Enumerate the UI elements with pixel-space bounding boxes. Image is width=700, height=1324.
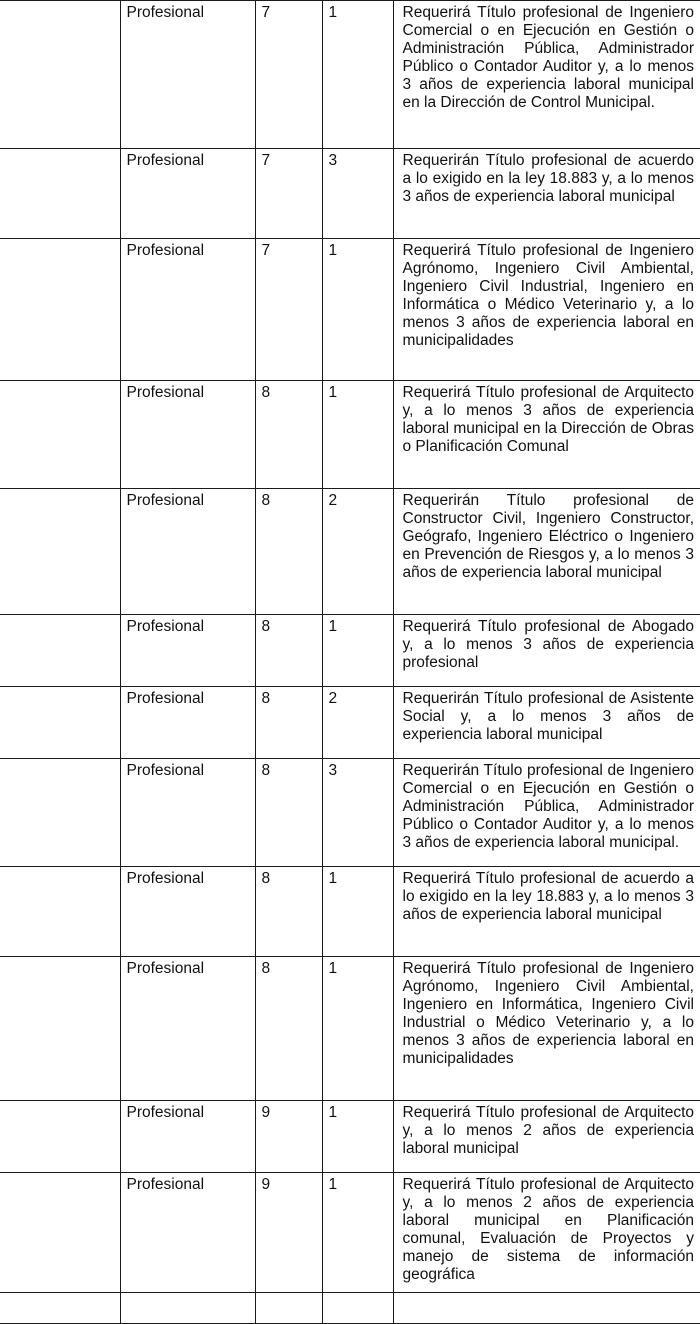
empty-cell (120, 1293, 255, 1324)
table-row (0, 759, 700, 867)
empty-cell (0, 381, 120, 489)
cantidad-cell: 3 (322, 759, 393, 867)
empty-cell (0, 957, 120, 1101)
requisito-cell: Requerirán Título profesional de Constructor Civil, Ingeniero Constructor, Geógrafo, Ingeniero Eléctrico o Ingeniero en Prevención de Riesgos y, a lo menos 3 años de experiencia laboral municipal (393, 489, 700, 615)
cantidad-cell: 3 (322, 149, 393, 239)
cantidad-cell: 1 (322, 1173, 393, 1293)
empty-cell (0, 1293, 120, 1324)
requisito-cell: Requerirá Título profesional de acuerdo a lo exigido en la ley 18.883 y, a lo menos 3 años de experiencia laboral municipal (393, 867, 700, 957)
table-row (0, 957, 700, 1101)
table-row (0, 687, 700, 759)
empty-cell (0, 687, 120, 759)
empty-cell (0, 615, 120, 687)
cantidad-cell: 1 (322, 957, 393, 1101)
empty-cell (0, 867, 120, 957)
requisito-cell: Requerirá Título profesional de Arquitecto y, a lo menos 2 años de experiencia laboral municipal (393, 1101, 700, 1173)
requisito-cell: Requerirá Título profesional de Arquitecto y, a lo menos 2 años de experiencia laboral municipal en Planificación comunal, Evaluación de Proyectos y manejo de sistema de información geográfica (393, 1173, 700, 1293)
cargo-cell: Profesional (120, 615, 255, 687)
cargo-cell: Profesional (120, 149, 255, 239)
cantidad-cell: 1 (322, 867, 393, 957)
table-row (0, 149, 700, 239)
cargo-cell: Profesional (120, 381, 255, 489)
cargo-cell: Profesional (120, 687, 255, 759)
cargo-cell: Profesional (120, 867, 255, 957)
table-row (0, 239, 700, 381)
grado-cell: 8 (255, 381, 322, 489)
table-row (0, 615, 700, 687)
empty-cell (0, 1, 120, 149)
table-row (0, 1, 700, 149)
grado-cell: 8 (255, 759, 322, 867)
table-row (0, 1173, 700, 1293)
grado-cell: 7 (255, 1, 322, 149)
empty-cell (0, 149, 120, 239)
grado-cell: 8 (255, 867, 322, 957)
table-row-continuation (0, 1293, 700, 1324)
grado-cell: 7 (255, 149, 322, 239)
grado-cell: 8 (255, 687, 322, 759)
empty-cell (0, 489, 120, 615)
requisito-cell: Requerirán Título profesional de Ingeniero Comercial o en Ejecución en Gestión o Administración Pública, Administrador Público o Contador Auditor y, a lo menos 3 años de experiencia laboral municipal. (393, 759, 700, 867)
cantidad-cell: 1 (322, 1101, 393, 1173)
table-body (0, 1, 700, 1324)
table-row (0, 381, 700, 489)
empty-cell (0, 1101, 120, 1173)
grado-cell: 7 (255, 239, 322, 381)
cargo-cell: Profesional (120, 239, 255, 381)
grado-cell: 8 (255, 489, 322, 615)
cantidad-cell: 1 (322, 381, 393, 489)
requisito-cell: Requerirá Título profesional de Ingeniero Agrónomo, Ingeniero Civil Ambiental, Ingeniero en Informática, Ingeniero Civil Industrial o Médico Veterinario y, a lo menos 3 años de experiencia laboral en municipalidades (393, 957, 700, 1101)
requisito-cell: Requerirán Título profesional de acuerdo a lo exigido en la ley 18.883 y, a lo menos 3 años de experiencia laboral municipal (393, 149, 700, 239)
requisito-cell: Requerirá Título profesional de Ingeniero Agrónomo, Ingeniero Civil Ambiental, Ingeniero Civil Industrial, Ingeniero en Informática o Médico Veterinario y, a lo menos 3 años de experiencia laboral en municipalidades (393, 239, 700, 381)
table-row (0, 1101, 700, 1173)
requisito-cell: Requerirá Título profesional de Abogado y, a lo menos 3 años de experiencia profesional (393, 615, 700, 687)
cantidad-cell: 2 (322, 687, 393, 759)
cantidad-cell: 1 (322, 239, 393, 381)
empty-cell (393, 1293, 700, 1324)
cargo-cell: Profesional (120, 1173, 255, 1293)
empty-cell (0, 759, 120, 867)
empty-cell (255, 1293, 322, 1324)
cargo-cell: Profesional (120, 1101, 255, 1173)
cargo-cell: Profesional (120, 489, 255, 615)
empty-cell (322, 1293, 393, 1324)
requisito-cell: Requerirá Título profesional de Arquitecto y, a lo menos 3 años de experiencia laboral municipal en la Dirección de Obras o Planificación Comunal (393, 381, 700, 489)
table-row (0, 489, 700, 615)
empty-cell (0, 1173, 120, 1293)
table-row (0, 867, 700, 957)
cantidad-cell: 2 (322, 489, 393, 615)
grado-cell: 8 (255, 957, 322, 1101)
grado-cell: 9 (255, 1101, 322, 1173)
empty-cell (0, 239, 120, 381)
cargo-cell: Profesional (120, 957, 255, 1101)
cargo-cell: Profesional (120, 759, 255, 867)
requisito-cell: Requerirán Título profesional de Asistente Social y, a lo menos 3 años de experiencia laboral municipal (393, 687, 700, 759)
cantidad-cell: 1 (322, 615, 393, 687)
cantidad-cell: 1 (322, 1, 393, 149)
cargo-cell: Profesional (120, 1, 255, 149)
grado-cell: 9 (255, 1173, 322, 1293)
grado-cell: 8 (255, 615, 322, 687)
requisito-cell: Requerirá Título profesional de Ingeniero Comercial o en Ejecución en Gestión o Administración Pública, Administrador Público o Contador Auditor y, a lo menos 3 años de experiencia laboral municipal en la Dirección de Control Municipal. (393, 1, 700, 149)
